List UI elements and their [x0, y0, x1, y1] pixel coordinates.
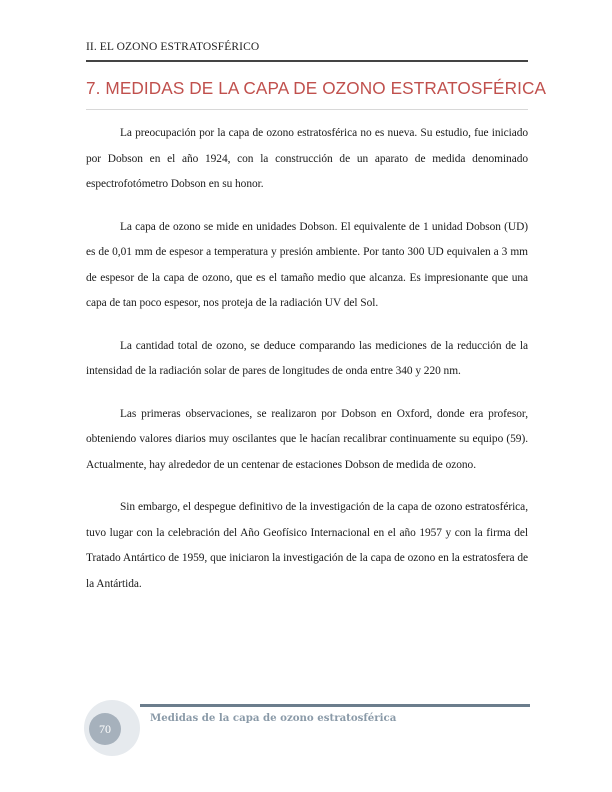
footer-rule — [140, 704, 530, 707]
footer-text: Medidas de la capa de ozono estratosférica — [150, 712, 397, 724]
paragraph: La capa de ozono se mide en unidades Dobson. El equivalente de 1 unidad Dobson (UD) es de 0,01 mm de espesor a temperatura y presión ambiente. Por tanto 300 UD equivalen a 3 mm de espesor de la capa de ozono, que es el tamaño medio que alcanza. Es impresionante que una capa de tan poco espesor, nos proteja de la radiación UV del Sol. — [86, 220, 528, 309]
paragraph: Las primeras observaciones, se realizaron por Dobson en Oxford, donde era profesor, obteniendo valores diarios muy oscilantes que le hacían recalibrar continuamente su equipo (59). Actualmente, hay alrededor de un centenar de estaciones Dobson de medida de ozono. — [86, 407, 528, 471]
title-rule — [86, 109, 528, 110]
running-head: II. EL OZONO ESTRATOSFÉRICO — [86, 41, 260, 53]
section-title: 7. MEDIDAS DE LA CAPA DE OZONO ESTRATOSFÉRICA — [86, 78, 547, 98]
paragraph: La cantidad total de ozono, se deduce comparando las mediciones de la reducción de la intensidad de la radiación solar de pares de longitudes de onda entre 340 y 220 nm. — [86, 339, 528, 377]
paragraph: Sin embargo, el despegue definitivo de la investigación de la capa de ozono estratosférica, tuvo lugar con la celebración del Año Geofísico Internacional en el año 1957 y con la firma del Tratado Antártico de 1959, que iniciaron la investigación de la capa de ozono en la estratosfera de la Antártida. — [86, 501, 528, 590]
header-rule — [86, 60, 528, 62]
paragraph: La preocupación por la capa de ozono estratosférica no es nueva. Su estudio, fue iniciado por Dobson en el año 1924, con la construcción de un aparato de medida denominado espectrofotómetro Dobson en su honor. — [86, 127, 528, 190]
body-text — [86, 121, 528, 614]
page-number: 70 — [99, 722, 111, 736]
